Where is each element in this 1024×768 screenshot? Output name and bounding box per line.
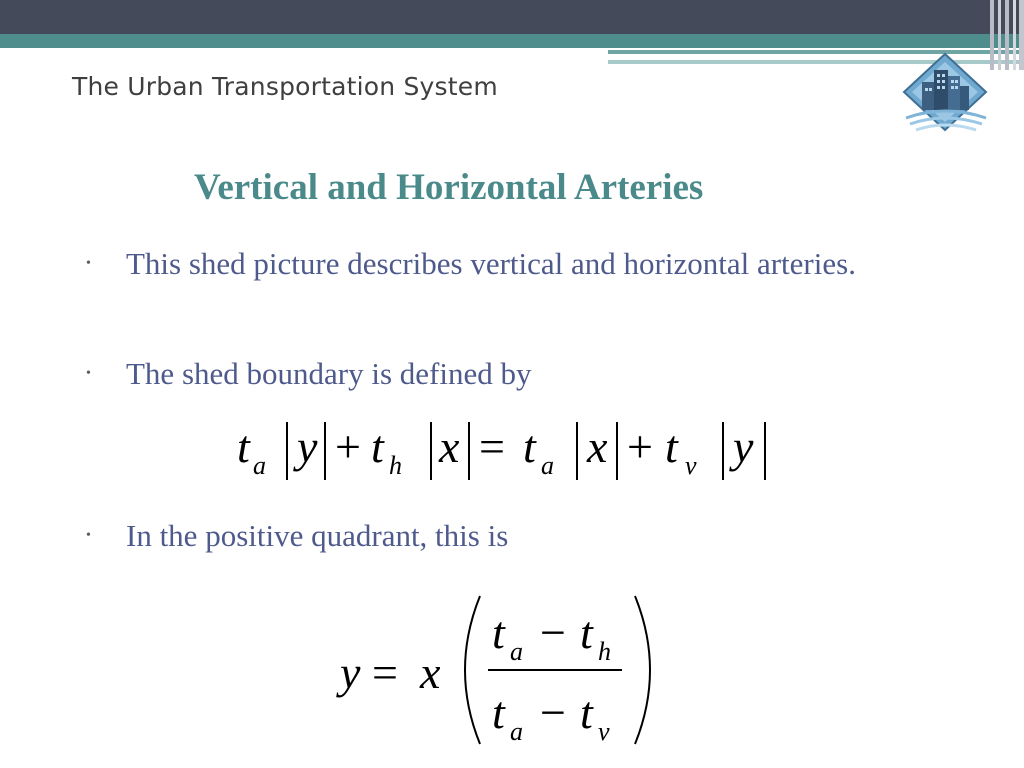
eq1-plus: + [627,421,653,472]
eq1-y: y [733,421,754,472]
eq1-x: x [439,421,460,472]
eq1-sub-a: a [541,451,554,480]
eq2-sub-a: a [510,637,523,666]
eq2-t: t [492,607,505,658]
bullet-text-1: This shed picture describes vertical and horizontal arteries. [126,246,856,281]
presentation-title: The Urban Transportation System [72,72,498,101]
city-buildings-icon [900,52,990,136]
eq1-y: y [297,421,318,472]
eq1-plus: + [335,421,361,472]
bullet-text-3: In the positive quadrant, this is [126,518,509,553]
bullet-marker: • [86,528,91,543]
eq2-t: t [492,687,505,738]
eq2-sub-h: h [598,637,611,666]
bullet-marker: • [86,366,91,381]
eq1-t: t [523,421,536,472]
eq2-y: y [340,647,361,698]
eq2-sub-v: v [598,717,610,746]
positive-quadrant-equation [330,590,660,750]
eq1-sub-a: a [253,451,266,480]
top-banner [0,0,1024,34]
eq2-equals: = [372,647,398,698]
eq2-sub-a: a [510,717,523,746]
eq2-x: x [420,647,441,698]
teal-band [0,34,1024,48]
eq1-t: t [371,421,384,472]
eq1-sub-h: h [389,451,402,480]
eq2-t: t [580,687,593,738]
slide-title: Vertical and Horizontal Arteries [194,167,704,208]
eq1-t: t [237,421,250,472]
bullet-marker: • [86,256,91,271]
eq2-t: t [580,607,593,658]
bullet-text-2: The shed boundary is defined by [126,356,532,391]
shed-boundary-equation [225,412,795,492]
eq1-equals: = [479,421,505,472]
eq1-sub-v: v [685,451,697,480]
eq1-x: x [587,421,608,472]
eq2-minus: − [540,687,566,738]
eq1-t: t [665,421,678,472]
eq2-minus: − [540,607,566,658]
corner-stripes [990,0,1024,70]
